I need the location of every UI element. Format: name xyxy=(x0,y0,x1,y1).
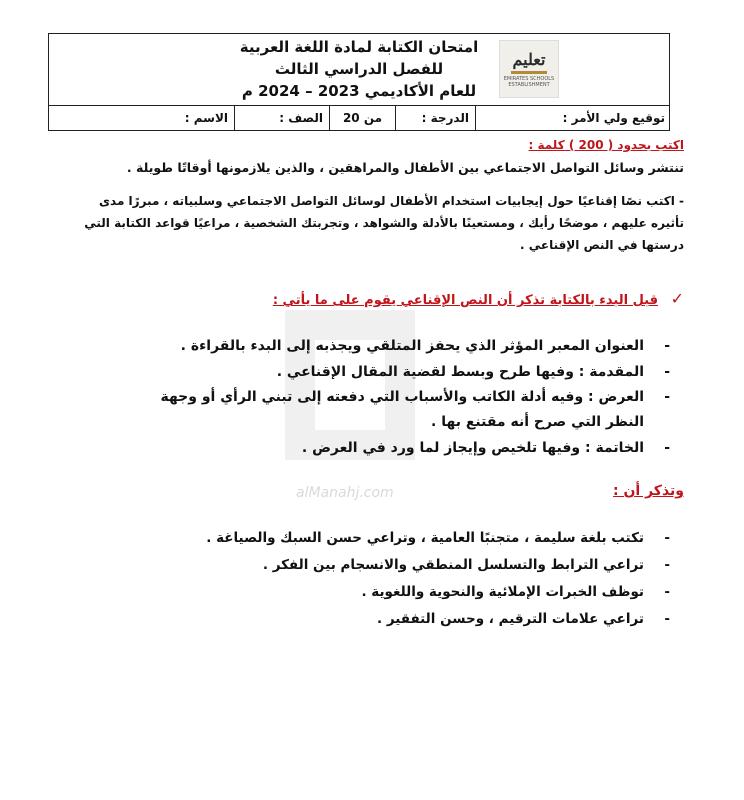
list-item xyxy=(124,435,670,461)
remember-item: تراعي الترابط والتسلسل المنطقي والانسجام بين الفكر . xyxy=(262,557,644,573)
remember-item: توظف الخبرات الإملائية والنحوية واللغوية . xyxy=(361,584,644,600)
list-item xyxy=(124,359,670,385)
exam-header-table xyxy=(48,33,670,131)
dash-bullet: - xyxy=(664,530,670,546)
class-field: الصف : xyxy=(234,106,329,130)
structure-item-body: العرض : وفيه أدلة الكاتب والأسباب التي دفعته إلى تبني الرأي أو وجهة النظر التي صرح أنه مقتنع بها . xyxy=(160,389,644,430)
structure-item-conclusion: الخاتمة : وفيها تلخيص وإيجاز لما ورد في العرض . xyxy=(301,440,644,456)
dash-bullet: - xyxy=(664,338,670,354)
remember-list xyxy=(206,525,670,633)
word-limit-instruction: اكتب بحدود ( 200 ) كلمة : xyxy=(528,138,684,152)
watermark-text: alManahj.com xyxy=(296,485,394,501)
structure-list xyxy=(124,333,670,461)
dash-bullet: - xyxy=(664,584,670,600)
dash-bullet: - xyxy=(664,440,670,456)
logo-bar xyxy=(511,71,547,74)
exam-title xyxy=(199,36,519,102)
list-item xyxy=(206,525,670,552)
header-fields-row xyxy=(49,106,669,130)
list-item xyxy=(206,552,670,579)
student-name-field: الاسم : xyxy=(184,111,228,125)
structure-item-intro: المقدمة : وفيها طرح وبسط لقضية المقال الإقناعي . xyxy=(276,364,644,380)
list-item xyxy=(124,385,670,435)
writing-task: - اكتب نصًا إقناعيًا حول إيجابيات استخدام الأطفال لوسائل التواصل الاجتماعي وسلبياته ، مبررًا مدى تأثيره عليهم ، موضحًا رأيك ، ومستعينًا بالأدلة والشواهد ، وتجربتك الشخصية ، مراعيًا قواعد الكتابة التي درستها في النص الإقناعي . xyxy=(84,194,684,252)
list-item xyxy=(124,333,670,359)
title-line-subject: امتحان الكتابة لمادة اللغة العربية xyxy=(239,38,479,56)
guardian-signature-field: توقيع ولي الأمر : xyxy=(475,106,669,130)
remember-item: تراعي علامات الترقيم ، وحسن التفقير . xyxy=(377,611,644,627)
structure-item-title: العنوان المعبر المؤثر الذي يحفز المتلقي ويجذبه إلى البدء بالقراءة . xyxy=(180,338,644,354)
dash-bullet: - xyxy=(664,364,670,380)
grade-field: الدرجة : xyxy=(395,106,475,130)
header-top-row xyxy=(49,34,669,106)
remember-heading: وتذكر أن : xyxy=(613,483,684,499)
dash-bullet: - xyxy=(664,611,670,627)
title-line-year: للعام الأكاديمي 2023 – 2024 م xyxy=(241,82,477,100)
list-item xyxy=(206,579,670,606)
out-of-field: من 20 xyxy=(329,106,395,130)
logo-mark: تعليم xyxy=(512,49,546,69)
remember-item: تكتب بلغة سليمة ، متجنبًا العامية ، وتراعي حسن السبك والصياغة . xyxy=(206,530,644,546)
dash-bullet: - xyxy=(664,557,670,573)
reminder-heading: قبل البدء بالكتابة تذكر أن النص الإقناعي يقوم على ما يأتي : xyxy=(272,293,658,308)
check-icon: ✓ xyxy=(670,289,684,308)
list-item xyxy=(206,606,670,633)
logo-caption: EMIRATES SCHOOLS ESTABLISHMENT xyxy=(503,75,555,88)
intro-sentence: تنتشر وسائل التواصل الاجتماعي بين الأطفال والمراهقين ، والذين يلازمونها أوقاتًا طويلة . xyxy=(126,160,684,175)
ministry-logo xyxy=(499,40,559,98)
title-line-semester: للفصل الدراسي الثالث xyxy=(274,60,444,78)
dash-bullet: - xyxy=(664,389,670,405)
